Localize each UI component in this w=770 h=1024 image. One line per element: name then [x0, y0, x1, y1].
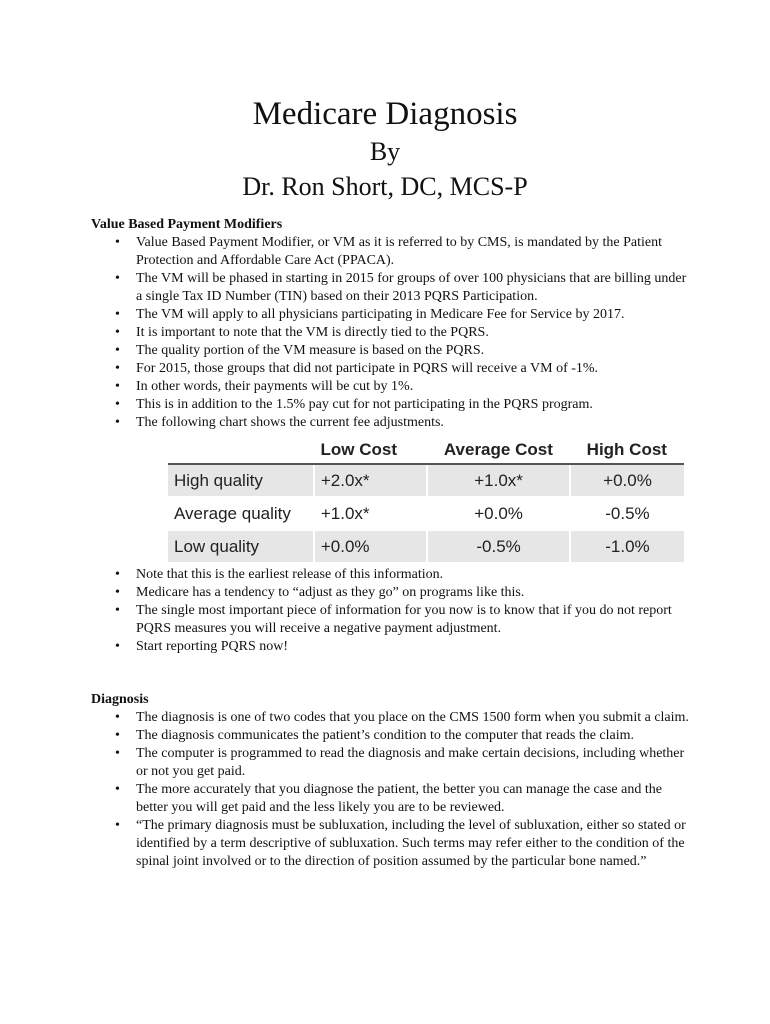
title-block: [0, 94, 770, 203]
table-cell: +1.0x*: [313, 498, 426, 529]
list-item: • The diagnosis communicates the patient’s condition to the computer that reads the claim.: [90, 727, 690, 745]
table-cell: +0.0%: [426, 498, 569, 529]
table-cell: +1.0x*: [426, 465, 569, 496]
list-item: • In other words, their payments will be cut by 1%.: [90, 378, 690, 396]
table-cell: -1.0%: [569, 531, 684, 562]
table-header-cell: High Cost: [586, 440, 667, 459]
table-cell: Low quality: [174, 537, 260, 556]
table-header-row: [168, 437, 684, 465]
table-row: [168, 498, 684, 531]
list-item: • For 2015, those groups that did not participate in PQRS will receive a VM of -1%.: [90, 360, 690, 378]
list-item: • The VM will apply to all physicians participating in Medicare Fee for Service by 2017.: [90, 306, 690, 324]
list-item: • Note that this is the earliest release of this information.: [90, 566, 690, 584]
list-item: • Medicare has a tendency to “adjust as they go” on programs like this.: [90, 584, 690, 602]
table-row: [168, 465, 684, 498]
table-cell: +0.0%: [313, 531, 426, 562]
vbm-section-heading: Value Based Payment Modifiers: [91, 217, 283, 232]
list-item: • The quality portion of the VM measure is based on the PQRS.: [90, 342, 690, 360]
table-header-cell: [168, 437, 315, 463]
list-item: • The computer is programmed to read the diagnosis and make certain decisions, including whether or not you get paid.: [90, 745, 690, 781]
list-item: • “The primary diagnosis must be subluxation, including the level of subluxation, either so stated or identified by a term descriptive of subluxation. Such terms may refer either to the condition of the spinal joint involved or to the direction of position assumed by the particular bone named.”: [90, 817, 690, 871]
document-title: Medicare Diagnosis: [252, 96, 518, 132]
list-item: • This is in addition to the 1.5% pay cut for not participating in the PQRS program.: [90, 396, 690, 414]
list-item: • The more accurately that you diagnose the patient, the better you can manage the case and the better you will get paid and the less likely you are to be reviewed.: [90, 781, 690, 817]
list-item: • The diagnosis is one of two codes that you place on the CMS 1500 form when you submit a claim.: [90, 709, 690, 727]
notes-bullet-list: [90, 566, 690, 656]
table-header-cell: Low Cost: [320, 440, 398, 459]
table-cell: -0.5%: [569, 498, 684, 529]
table-cell: +2.0x*: [313, 465, 426, 496]
document-author: Dr. Ron Short, DC, MCS-P: [242, 172, 528, 201]
table-header-cell: Average Cost: [443, 440, 553, 459]
table-cell: Average quality: [174, 504, 291, 523]
fee-adjustment-table: [168, 437, 684, 564]
table-row: [168, 531, 684, 564]
table-cell: High quality: [174, 471, 263, 490]
list-item: • Value Based Payment Modifier, or VM as it is referred to by CMS, is mandated by the Patient Protection and Affordable Care Act (PPACA).: [90, 234, 690, 270]
list-item: • The single most important piece of information for you now is to know that if you do not report PQRS measures you will receive a negative payment adjustment.: [90, 602, 690, 638]
diagnosis-section-heading: Diagnosis: [91, 692, 149, 707]
vbm-bullet-list: [90, 234, 690, 432]
diagnosis-bullet-list: [90, 709, 690, 871]
table-cell: +0.0%: [569, 465, 684, 496]
list-item: • The VM will be phased in starting in 2015 for groups of over 100 physicians that are billing under a single Tax ID Number (TIN) based on their 2013 PQRS Participation.: [90, 270, 690, 306]
document-by-line: By: [369, 137, 401, 166]
table-cell: -0.5%: [426, 531, 569, 562]
list-item: • Start reporting PQRS now!: [90, 638, 690, 656]
list-item: • The following chart shows the current fee adjustments.: [90, 414, 690, 432]
list-item: • It is important to note that the VM is directly tied to the PQRS.: [90, 324, 690, 342]
